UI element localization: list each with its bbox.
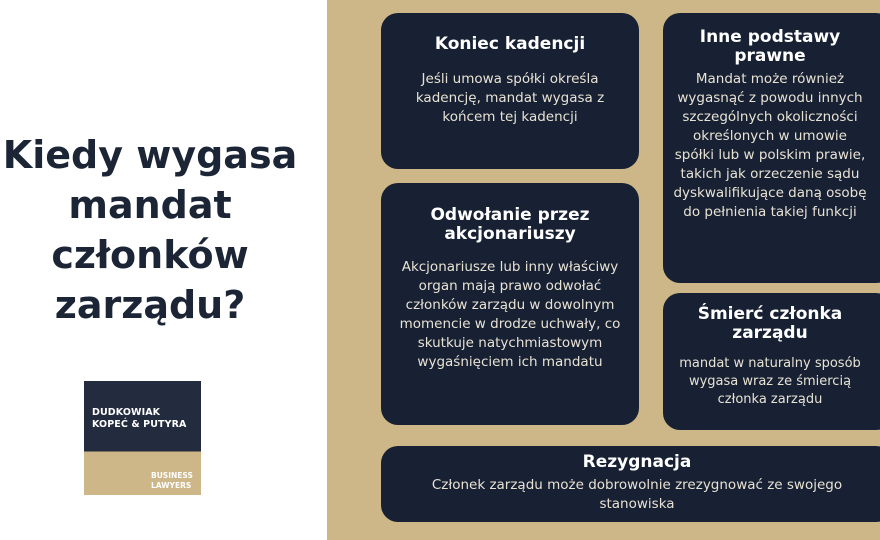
- card-title: Rezygnacja: [582, 452, 692, 472]
- logo-tag-line: LAWYERS: [151, 481, 192, 490]
- card-text: Członek zarządu może dobrowolnie zrezygnować ze swojego stanowiska: [431, 477, 843, 512]
- card-text: mandat w naturalny sposób wygasa wraz ze śmiercią członka zarządu: [679, 356, 861, 407]
- company-logo: [84, 381, 201, 495]
- logo-tag-line: BUSINESS: [151, 471, 193, 480]
- page-title-line: Kiedy wygasa: [2, 133, 298, 177]
- card-odwolanie: [381, 183, 639, 425]
- page-title-line: zarządu?: [54, 283, 246, 327]
- card-rezygnacja: [381, 446, 880, 522]
- card-title: Inne podstawy prawne: [699, 27, 841, 66]
- card-text: Akcjonariusze lub inny właściwy organ mają prawo odwołać członków zarządu w dowolnym momencie w drodze uchwały, co skutkuje natychmiastowym wygaśnięciem ich mandatu: [399, 259, 621, 370]
- logo-brand-line: KOPEĆ & PUTYRA: [92, 419, 187, 430]
- logo-brand-line: DUDKOWIAK: [92, 407, 161, 418]
- card-inne-podstawy: [663, 13, 880, 283]
- card-text: Jeśli umowa spółki określa kadencję, mandat wygasa z końcem tej kadencji: [415, 71, 605, 125]
- page-title-line: mandat: [68, 183, 232, 227]
- card-text: Mandat może również wygasnąć z powodu innych szczególnych okoliczności określonych w umowie spółki lub w polskim prawie, takich jak orzeczenie sądu dyskwalifikujące daną osobę do pełnienia takiej funkcji: [673, 71, 867, 220]
- page-title-line: członków: [51, 233, 249, 277]
- card-title: Śmierć członka zarządu: [697, 304, 843, 343]
- left-panel: [0, 0, 327, 540]
- card-koniec-kadencji: [381, 13, 639, 169]
- logo-brand-name: [92, 407, 186, 431]
- card-smierc: [663, 293, 880, 430]
- page-title: [0, 130, 300, 330]
- card-title: Odwołanie przez akcjonariuszy: [430, 205, 590, 244]
- card-title: Koniec kadencji: [434, 34, 586, 54]
- info-panel: [327, 0, 880, 540]
- logo-tagline: [151, 471, 193, 491]
